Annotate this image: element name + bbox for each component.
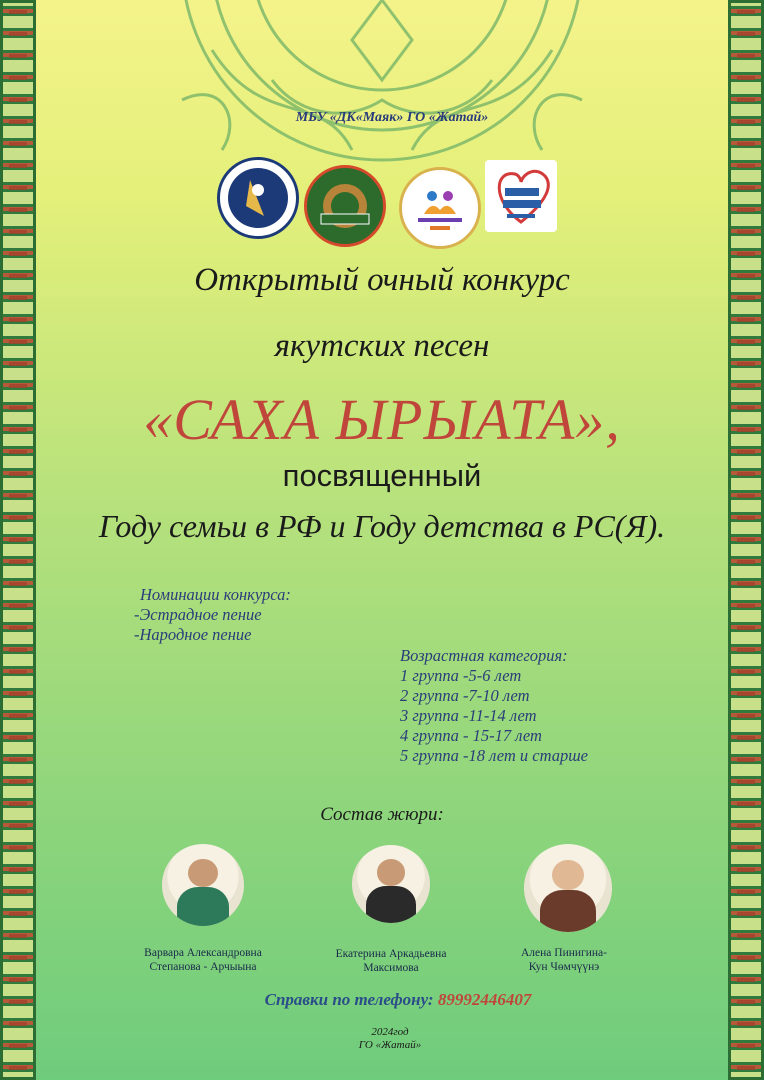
- age-group-item: 2 группа -7-10 лет: [400, 686, 530, 705]
- contact-label: Справки по телефону:: [264, 990, 434, 1009]
- footer-place: ГО «Жатай»: [358, 1039, 422, 1051]
- nomination-item: -Эстрадное пение: [134, 605, 262, 624]
- organization-name: МБУ «ДК«Маяк» ГО «Жатай»: [295, 110, 489, 125]
- jury-photo-3: [524, 844, 612, 932]
- nominations-block: [134, 585, 291, 645]
- nomination-item: -Народное пение: [134, 625, 252, 644]
- jury-name-1: Варвара Александровна Степанова - Арчыына: [144, 947, 262, 973]
- footer-year: 2024год: [371, 1026, 409, 1038]
- logos-row: [0, 155, 764, 245]
- title-line-4: Году семьи в РФ и Году детства в РС(Я).: [98, 508, 666, 544]
- jury-photo-1: [162, 844, 244, 926]
- contest-name: «САХА ЫРЫАТА»,: [143, 387, 621, 452]
- age-group-item: 4 группа - 15-17 лет: [400, 726, 542, 745]
- title-line-1: Открытый очный конкурс: [194, 262, 570, 298]
- age-group-item: 1 группа -5-6 лет: [400, 666, 522, 685]
- contact-line: [16, 990, 764, 1010]
- mayak-logo: [217, 157, 299, 239]
- age-category-block: [400, 646, 588, 766]
- phone-number: 89992446407: [437, 990, 532, 1009]
- year-of-childhood-logo: [399, 167, 481, 249]
- jury-name-2: Екатерина Аркадьевна Максимова: [335, 948, 447, 974]
- jury-name-3: Алена Пинигина- Кун Чөмчүүнэ: [520, 947, 607, 973]
- saha-tyla-logo: [304, 165, 386, 247]
- footer: [330, 1026, 450, 1052]
- nominations-heading: Номинации конкурса:: [140, 585, 291, 604]
- title-line-3: посвященный: [282, 458, 482, 493]
- age-group-item: 3 группа -11-14 лет: [400, 706, 537, 725]
- jury-photo-2: [352, 845, 430, 923]
- age-category-heading: Возрастная категория:: [400, 646, 568, 665]
- age-group-item: 5 группа -18 лет и старше: [400, 746, 589, 765]
- jury-heading: Состав жюри:: [320, 804, 444, 825]
- year-of-family-logo: [485, 160, 557, 232]
- title-line-2: якутских песен: [274, 328, 490, 364]
